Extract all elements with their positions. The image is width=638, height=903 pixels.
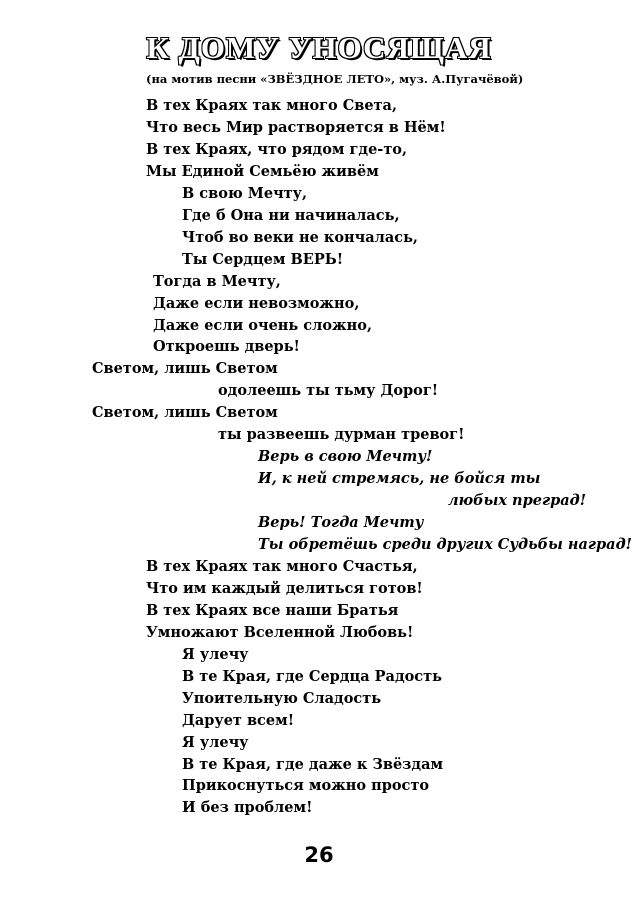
poem-line: Светом, лишь Светом bbox=[92, 360, 278, 378]
poem-line: В тех Краях так много Счастья, bbox=[146, 557, 418, 575]
poem-line: В тех Краях, что рядом где-то, bbox=[146, 140, 408, 158]
poem-line: Что им каждый делиться готов! bbox=[146, 579, 423, 597]
poem-line: В те Края, где даже к Звёздам bbox=[182, 755, 444, 773]
poem-line: Я улечу bbox=[182, 733, 249, 751]
poem-line: Ты обретёшь среди других Судьбы наград! bbox=[258, 536, 633, 553]
poem-line: Ты Сердцем ВЕРЬ! bbox=[182, 250, 344, 268]
poem-line: И без проблем! bbox=[182, 799, 313, 817]
poem-line: Упоительную Сладость bbox=[182, 689, 382, 707]
poem-line: Мы Единой Семьёю живём bbox=[146, 162, 379, 180]
page-number: 26 bbox=[304, 843, 334, 867]
poem-line: любых преград! bbox=[448, 492, 587, 510]
poem-line: Тогда в Мечту, bbox=[153, 272, 281, 290]
poem-line: Я улечу bbox=[182, 645, 249, 663]
poem-line: Где б Она ни начиналась, bbox=[182, 206, 400, 224]
poem-line: Откроешь дверь! bbox=[153, 338, 300, 356]
poem-line: Дарует всем! bbox=[182, 711, 295, 729]
poem-line: Умножают Вселенной Любовь! bbox=[146, 623, 414, 641]
poem-line: И, к ней стремясь, не бойся ты bbox=[258, 470, 541, 488]
poem-line: В свою Мечту, bbox=[182, 184, 307, 202]
poem-line: Верь! Тогда Мечту bbox=[258, 514, 424, 532]
poem-line: Даже если очень сложно, bbox=[153, 316, 372, 334]
poem-line: Чтоб во веки не кончалась, bbox=[182, 228, 418, 246]
poem-line: В тех Краях все наши Братья bbox=[146, 601, 399, 619]
poem-line: Прикоснуться можно просто bbox=[182, 777, 430, 795]
page-title: К ДОМУ УНОСЯЩАЯ bbox=[146, 30, 492, 65]
poem-line: Светом, лишь Светом bbox=[92, 404, 278, 422]
poem-line: Что весь Мир растворяется в Нём! bbox=[146, 118, 446, 136]
poem-line: В те Края, где Сердца Радость bbox=[182, 667, 442, 685]
poem-line: ты развеешь дурман тревог! bbox=[218, 426, 465, 444]
poem-line: одолеешь ты тьму Дорог! bbox=[218, 382, 439, 400]
poem-line: Верь в свою Мечту! bbox=[258, 448, 433, 466]
subtitle: (на мотив песни «ЗВЁЗДНОЕ ЛЕТО», муз. А.Пугачёвой) bbox=[146, 72, 524, 86]
poem-line: В тех Краях так много Света, bbox=[146, 97, 397, 114]
poem-line: Даже если невозможно, bbox=[153, 294, 360, 312]
